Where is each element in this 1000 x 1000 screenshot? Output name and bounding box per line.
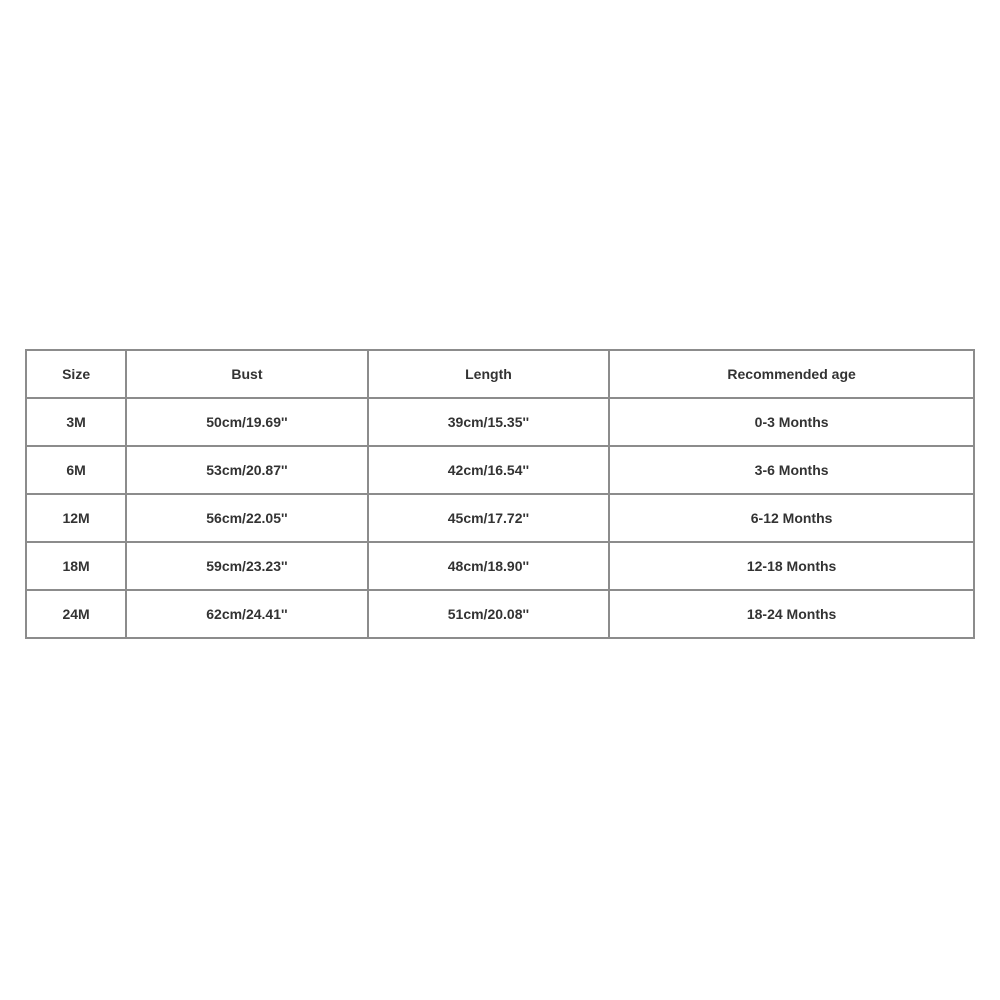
cell-recommended-age: 12-18 Months xyxy=(609,542,974,590)
table-header-row xyxy=(26,350,974,398)
cell-size: 3M xyxy=(26,398,126,446)
cell-recommended-age: 3-6 Months xyxy=(609,446,974,494)
header-length: Length xyxy=(368,350,610,398)
table-row xyxy=(26,446,974,494)
cell-size: 6M xyxy=(26,446,126,494)
table-row xyxy=(26,494,974,542)
cell-bust: 59cm/23.23'' xyxy=(126,542,368,590)
cell-size: 18M xyxy=(26,542,126,590)
header-size: Size xyxy=(26,350,126,398)
header-recommended-age: Recommended age xyxy=(609,350,974,398)
cell-size: 12M xyxy=(26,494,126,542)
table-row xyxy=(26,398,974,446)
table-row xyxy=(26,590,974,638)
cell-length: 42cm/16.54'' xyxy=(368,446,610,494)
cell-length: 45cm/17.72'' xyxy=(368,494,610,542)
cell-bust: 62cm/24.41'' xyxy=(126,590,368,638)
cell-size: 24M xyxy=(26,590,126,638)
cell-length: 39cm/15.35'' xyxy=(368,398,610,446)
size-chart-table xyxy=(25,349,975,639)
cell-bust: 53cm/20.87'' xyxy=(126,446,368,494)
header-bust: Bust xyxy=(126,350,368,398)
cell-bust: 56cm/22.05'' xyxy=(126,494,368,542)
cell-recommended-age: 0-3 Months xyxy=(609,398,974,446)
cell-recommended-age: 18-24 Months xyxy=(609,590,974,638)
cell-bust: 50cm/19.69'' xyxy=(126,398,368,446)
table-row xyxy=(26,542,974,590)
cell-length: 51cm/20.08'' xyxy=(368,590,610,638)
cell-recommended-age: 6-12 Months xyxy=(609,494,974,542)
cell-length: 48cm/18.90'' xyxy=(368,542,610,590)
